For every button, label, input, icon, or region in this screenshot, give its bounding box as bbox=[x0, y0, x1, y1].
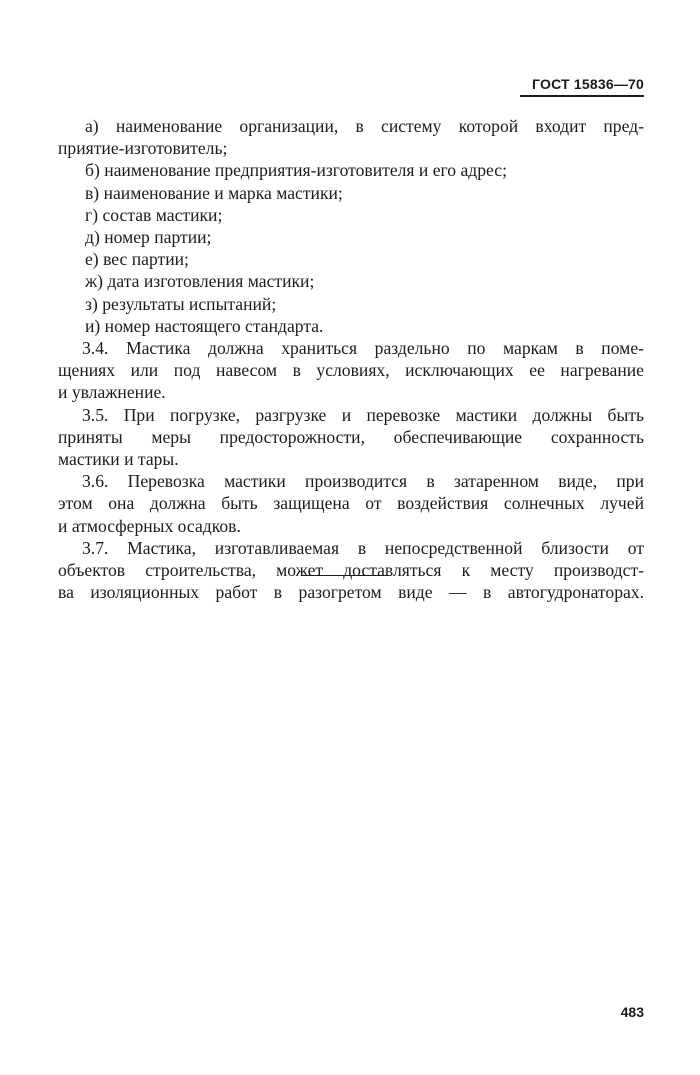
list-item-a: а) наименование организации, в систему которой входит пред- bbox=[85, 116, 644, 136]
paragraph-line: объектов строительства, может доставляться к месту производст- bbox=[58, 560, 644, 581]
document-body bbox=[58, 115, 644, 603]
list-item-z: з) результаты испытаний; bbox=[85, 293, 277, 314]
end-of-section-rule bbox=[301, 575, 389, 576]
paragraph-3-5 bbox=[58, 404, 644, 471]
paragraph-line: этом она должна быть защищена от воздействия солнечных лучей bbox=[58, 493, 644, 514]
paragraph-3-6 bbox=[58, 470, 644, 537]
paragraph-line: и увлажнение. bbox=[58, 382, 166, 403]
list-item-b: б) наименование предприятия-изготовителя и его адрес; bbox=[85, 160, 507, 181]
list-item-v: в) наименование и марка мастики; bbox=[85, 182, 343, 203]
page-number: 483 bbox=[620, 1004, 644, 1020]
paragraph-line: 3.4. Мастика должна храниться раздельно по маркам в поме- bbox=[82, 338, 644, 359]
paragraph-line: щениях или под навесом в условиях, исключающих ее нагревание bbox=[58, 360, 644, 381]
paragraph-line: приняты меры предосторожности, обеспечивающие сохранность bbox=[58, 426, 644, 447]
paragraph-line: 3.6. Перевозка мастики производится в затаренном виде, при bbox=[82, 471, 644, 492]
marking-list bbox=[58, 115, 644, 337]
paragraph-line: мастики и тары. bbox=[58, 449, 179, 470]
list-item-e: е) вес партии; bbox=[85, 249, 189, 270]
list-item-zh: ж) дата изготовления мастики; bbox=[85, 271, 315, 292]
paragraph-line: и атмосферных осадков. bbox=[58, 515, 241, 536]
list-item-a-continuation: приятие-изготовитель; bbox=[58, 138, 228, 159]
paragraph-line: ва изоляционных работ в разогретом виде — в автогудронаторах. bbox=[58, 582, 644, 603]
standard-header: ГОСТ 15836—70 bbox=[520, 76, 644, 97]
list-item-g: г) состав мастики; bbox=[85, 204, 223, 225]
paragraph-3-4 bbox=[58, 337, 644, 404]
paragraph-line: 3.5. При погрузке, разгрузке и перевозке мастики должны быть bbox=[82, 404, 644, 425]
list-item-i: и) номер настоящего стандарта. bbox=[85, 315, 324, 336]
paragraph-line: 3.7. Мастика, изготавливаемая в непосредственной близости от bbox=[82, 537, 644, 558]
paragraph-3-7 bbox=[58, 537, 644, 604]
list-item-d: д) номер партии; bbox=[85, 227, 212, 248]
